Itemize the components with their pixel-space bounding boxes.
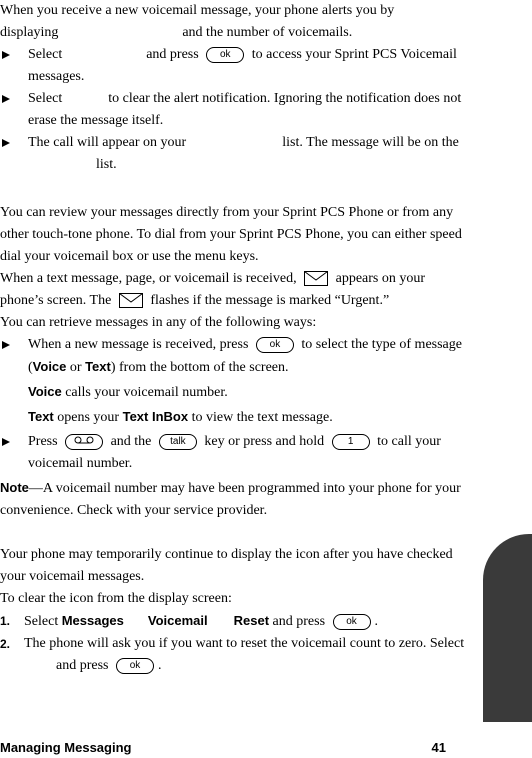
- text-option: Text opens your Text InBox to view the text message.: [28, 409, 333, 425]
- page-number: 41: [431, 740, 446, 755]
- voice-option: Voice calls your voicemail number.: [28, 384, 228, 400]
- step-1: 1. Select Messages Voicemail Reset and press ok .: [0, 613, 379, 629]
- one-key-icon: 1: [332, 434, 370, 450]
- talk-key-icon: talk: [159, 434, 197, 450]
- bullet-call-list: The call will appear on your list. The message will be on thelist.: [0, 132, 470, 176]
- ok-key-icon: ok: [206, 47, 244, 63]
- ok-key-icon: ok: [256, 337, 294, 353]
- bullet-press-keys: Press and the talk key or press and hold 1 to call your voicemail number.: [0, 431, 470, 475]
- review-section: [0, 202, 470, 522]
- ok-key-icon: ok: [333, 614, 371, 630]
- intro-section: [0, 0, 470, 176]
- footer-title: Managing Messaging: [0, 740, 132, 755]
- note-paragraph: Note—A voicemail number may have been programmed into your phone for your convenience. Check with your service provider.: [0, 480, 461, 518]
- intro-line-1: When you receive a new voicemail message, your phone alerts you by: [0, 3, 395, 18]
- clear-intro-paragraph: Your phone may temporarily continue to display the icon after you have checked your voicemail messages.: [0, 547, 453, 584]
- envelope-icon: [304, 271, 328, 286]
- step-2: 2. The phone will ask you if you want to reset the voicemail count to zero. Selectand press ok .: [0, 636, 465, 673]
- ok-key-icon: ok: [116, 658, 154, 674]
- bullet-clear-alert: Select to clear the alert notification. Ignoring the notification does not erase the message itself.: [0, 88, 470, 132]
- retrieve-ways-paragraph: You can retrieve messages in any of the following ways:: [0, 315, 317, 330]
- section-tab: [483, 534, 532, 722]
- bullet-access-voicemail: Select and press ok to access your Sprint PCS Voicemail messages.: [0, 44, 470, 88]
- intro-line-2: displaying and the number of voicemails.: [0, 25, 353, 40]
- bullet-new-message: When a new message is received, press ok to select the type of message (Voice or Text) from the bottom of the screen.: [0, 334, 470, 379]
- voicemail-key-icon: [65, 434, 103, 450]
- clear-instruction: To clear the icon from the display screen:: [0, 591, 232, 606]
- clear-icon-section: [0, 544, 470, 677]
- envelope-icon: [119, 293, 143, 308]
- voicemail-tape-icon: [73, 435, 95, 445]
- review-paragraph: You can review your messages directly from your Sprint PCS Phone or from any other touch-tone phone. To dial from your Sprint PCS Phone, you can either speed dial your voicemail box or use the menu keys.: [0, 205, 462, 264]
- page-footer: [0, 738, 450, 758]
- alert-icon-paragraph: When a text message, page, or voicemail is received, appears on your phone’s screen. The flashes if the message is marked “Urgent.”: [0, 271, 426, 308]
